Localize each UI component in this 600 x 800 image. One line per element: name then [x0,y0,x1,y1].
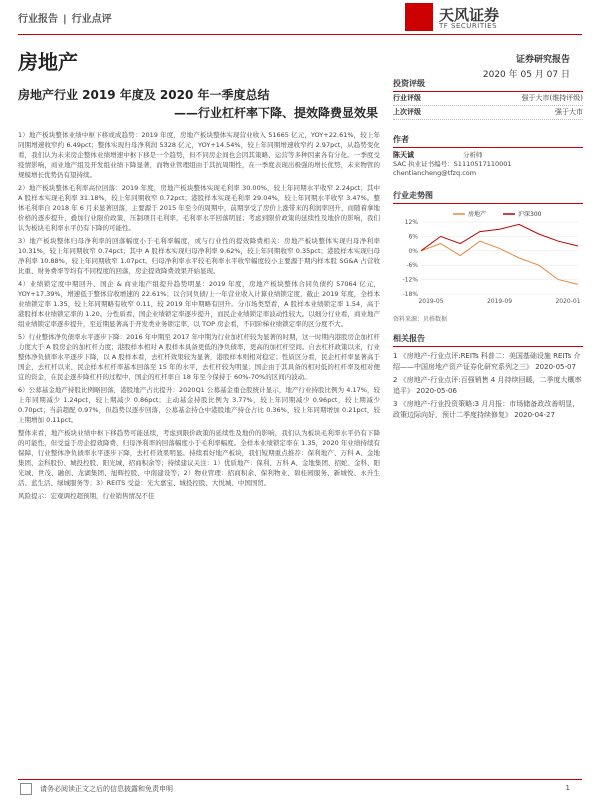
logo-icon [405,3,433,31]
header-rule [18,34,582,35]
title-line1: 房地产行业 2019 年度及 2020 年一季度总结 [18,88,270,102]
title-line2: ——行业杠杆率下降、提效降费显效果 [173,106,378,120]
report-category: 行业报告 | 行业点评 [18,14,112,25]
y-tick-label: 0% [408,247,418,255]
rating-value: 强于大市(维持评级) [521,94,583,102]
legend-label: 沪深300 [518,211,542,218]
main-body [18,130,380,776]
paragraph: 6）公募基金地产持股比例略回落，港股地产占比提升：2020Q1 公募基金重仓股统计显示，地产行业持股比例为 4.17%，较上年同期减少 1.24pct，较上期减少 0.86pct；主动基金持股比例为 3.77%，较上年同期减少 0.96pct，较上期减少 0.70pct；当前超配 0.97%，但趋势以逐步回落，公募基金持仓中港股地产持仓占比 0.36%，较上年同期增加 0.21pct，较上期增加 0.11pct。 [18,386,380,424]
author-title: 作者 [393,134,583,148]
rating-row [393,92,583,106]
report-type: 证券研究报告 [515,55,570,65]
prev-rating-row [393,106,583,120]
logo-en: TF SECURITIES [439,22,498,30]
rating-title: 投资评级 [393,78,583,92]
footer-icon [20,783,32,795]
sidebar [393,78,583,423]
x-tick-label: 2019-05 [418,298,444,305]
y-tick-label: -12% [402,276,418,284]
paragraph: 2）地产板块整体毛利率高位回落：2019 年度，房地产板块整体实现毛利率 30.00%，较上年同期水平收窄 2.24pct；其中 A 股样本实现毛利率 31.18%，较上年同期收窄 0.72pct；港股样本实现毛利率 29.04%，较上年同期水平收窄 3.47%。整体毛利率自 2018 年 6 月来显著回落，主要源于 2015 年至今的周期中，前期享受了房价上涨带来的利润率回升，而随着拿地价格的逐步提升，叠加行业限价政策，压制项目毛利率，毛利率水平回落明显；考虑到限价政策的延续性及地价的影响，我们认为板块毛利率水平仍有下降的可能性。 [18,184,380,232]
trend-chart [393,208,583,308]
paragraph: 整体来看，地产板块业绩中枢下移趋势可能延续，考虑到限价政策的延续性及地价的影响，我们认为板块毛利率水平仍有下降的可能性，但受益于房企提效降费，归母净利率的回落幅度小于毛利率幅度。全样本业绩锁定率在 1.35，2020 年业绩持续有保障，行业整体净负债率水平逐步下降，去杠杆效果明显。持续看好地产板块，我们短期重点推荐：保利地产、万科 A、金地集团、金科股份、城投控股、阳光城、招商积余等；持续建议关注：1）优质地产：保利、万科 A、金地集团、招蛇、金科、阳光城、世茂、融创、龙湖集团、旭辉控股、中南建设等；2）物业管理：招商积余、保利物业、碧桂园服务、新城悦、永升生活、蓝生活、绿城服务等；3）REITS 受益：光大嘉宝、城投控股、大悦城、中国国贸。 [18,429,380,487]
logo [405,3,575,33]
footer-disclaimer: 请务必阅读正文之后的信息披露和免责申明 [40,785,173,793]
paragraph: 5）行业整体净负债率水平逐步下降：2016 年中期至 2017 年中期为行业加杠杆较为显著的时期，这一时期内港股房企加杠杆力度大于 A 股房企的加杠杆力度；港股样本相对 A 股样本具备更低的净负债率，更高的加杠杆空间。自去杠杆政策以来，行业整体净负债率水平逐步下降，以 A 股样本看，去杠杆效果较为显著，港股样本则相对稳定；性质区分看，民企杠杆率显著高于国企，去杠杆以来，民企样本杠杆率基本回落至 15 年的水平，去杠杆较为明显；国企由于其具备的相对低的杠杆率及相对便宜的资金，在民企逐步降杠杆的过程中，国企的杠杆率自 18 年至今保持于 60%-70%的区间内波动。 [18,333,380,381]
related-item[interactable]: 1 《房地产-行业点评:REITs 科普二：美国基础设施 REITs 介绍——中国房地产资产证券化研究系列之三》 2020-05-07 [393,352,581,371]
related-item[interactable]: 2 《房地产-行业点评:百强销售 4 月持续回暖，二季度大概率追平》 2020-05-06 [393,376,582,395]
author-name: 陈天诚 [393,151,414,159]
related-list [393,351,583,421]
paragraph: 3）地产板块整体归母净利率的回落幅度小于毛利率幅度，或与行业性的提效降费相关：房地产板块整体实现归母净利率 10.31%，较上年同期收窄 0.74pct；其中 A 股样本实现归母净利率 9.62%，较上年同期收窄 0.35pct；港股样本实现归母净利率 10.88%，较上年同期收窄 1.07pct。归母净利率水平较毛利率水平收窄幅度较小主要源于期内样本股 SG&A 占营收比重、财务费率等均有不同程度的回落，房企提效降费效果开始显现。 [18,237,380,275]
prev-rating-label: 上次评级 [393,108,421,116]
logo-cn: 天风证券 [439,6,500,24]
chart-source: 资料来源：贝格数据 [393,316,448,323]
risk-note: 风险提示：宏观调控超预期，行业销售情况不佳 [18,492,155,500]
author-block [393,151,583,178]
series-line [421,241,578,284]
footer-rule [18,779,582,780]
x-tick-label: 2019-09 [486,298,513,305]
legend-label: 房地产 [468,211,487,218]
sector-title: 房地产 [18,50,78,74]
x-tick-label: 2020-01 [555,298,581,305]
related-item[interactable]: 3 《房地产-行业投资策略:3 月月报：市场储备政改善明显，政策边际向好，预计二季度持续修复》 2020-04-27 [393,400,580,419]
page-number: 1 [565,784,570,792]
series-line [421,224,578,250]
author-email[interactable]: chentiancheng@tfzq.com [393,169,477,177]
trend-title: 行业走势图 [393,190,583,204]
related-title: 相关报告 [393,333,583,347]
y-tick-label: -6% [406,262,418,270]
prev-rating-value: 强于大市 [555,108,583,116]
y-tick-label: 6% [408,233,418,241]
rating-label: 行业评级 [393,94,421,102]
paragraph: 4）业绩锁定度中期回升、国企 & 商业地产组提升趋势明显：2019 年度，房地产板块整体合同负债约 57064 亿元，YOY+17.39%，增速低于整体营收增速的 22.61%；以合同负债/上一年营业收入计算业绩锁定度，截止 2019 年度，全样本业绩锁定率 1.35，较上年同期略有收窄 0.11，较 2019 年中期略有回升。分市场类型看，A 股样本业绩锁定率 1.54，高于港股样本业绩锁定率的 1.20。分性质看，国企业绩锁定率逐步提升，而民企业绩锁定率波动性较大。以细分行业看，商业地产组业绩锁定率逐步提升，至近期显著高于开发类业务锁定率，以 TOP 房企看，不同阶梯业绩锁定率的区分度不大。 [18,280,380,328]
author-sac: SAC 执业证书编号：S1110517110001 [393,160,512,168]
report-date: 2020 年 05 月 07 日 [482,70,570,80]
y-tick-label: 12% [404,219,418,226]
author-role: 分析师 [463,151,483,159]
paragraph: 1）地产板块整体业绩中枢下移或成趋势：2019 年度，房地产板块整体实现营业收入 51665 亿元，YOY+22.61%，较上年同期增速收窄约 6.49pct；整体实现归母净利润 5328 亿元，YOY+14.54%，较上年同期增速收窄约 2.97pct，从趋势变化看，我们认为未来房企整体业绩增速中枢下移是一个趋势，但不同房企间也会因其策略、运营等多种因素各有分化。一季度受疫情影响，商业地产组及开发组业绩下降显著，而物业管理组由于其抗周期性，在一季度表现出极强的增长优势，未来物管的规模增长优势仍有望持续。 [18,131,380,179]
y-tick-label: -18% [402,291,418,298]
